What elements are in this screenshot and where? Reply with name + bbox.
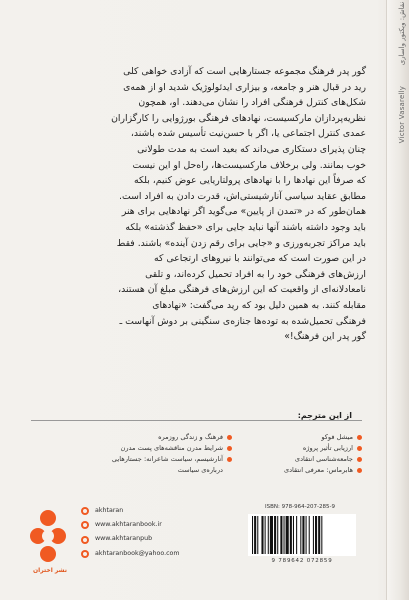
publisher-name: نشر اختران: [33, 567, 67, 574]
other-work-item: [252, 432, 362, 443]
blurb-line: شکل‌های کنترل فرهنگی افراد را نشان می‌دهند. او، همچون: [138, 97, 366, 109]
divider: [31, 420, 362, 421]
barcode: [248, 514, 356, 556]
blurb-text: [38, 64, 366, 345]
contact-row: [81, 547, 221, 561]
barcode-number: 9 789642 072859: [271, 558, 333, 564]
blurb-line: رید در قبال هنر و جامعه، و بیزاری ایدئولوژیک شدید او از همه‌ی: [123, 81, 366, 93]
blurb-line: گور پدر این فرهنگ!»: [284, 331, 366, 343]
blurb-line: باید مراکز تجربه‌ورزی و «جایی برای رقم زدن آینده» باشند. فقط: [116, 237, 366, 249]
email-icon: [81, 550, 89, 558]
other-work-item: [252, 454, 362, 465]
contact-text: www.akhtaranbook.ir: [95, 521, 162, 529]
web-icon: [81, 521, 89, 529]
contact-row: [81, 518, 221, 532]
other-work-title: ارزیابی تأثیر پروژه: [302, 444, 353, 452]
other-work-title: فرهنگ و زندگی روزمره: [158, 433, 223, 441]
other-work-title: شرایط مدرن مناقشه‌های پست مدرن: [120, 444, 223, 452]
blurb-line: باید وجود داشته باشند آنها نباید جایی برای «حفظ گذشته» بلکه: [125, 221, 366, 233]
bullet-icon: [227, 435, 232, 440]
other-works-title: از این مترجم:: [297, 411, 352, 420]
other-work-item: [112, 454, 232, 465]
spine-author-fa: نقاش: ویکتور واساری: [398, 2, 406, 66]
other-work-title: آنارشیسم، سیاست شاعرانه: جستارهایی: [111, 455, 223, 463]
blurb-line: در این صورت است که می‌توانند با نیروهای ارتجاعی که: [154, 253, 366, 265]
blurb-line: مطابق عقاید سیاسی آنارشیستی‌اش، قدرت دادن به افراد است.: [119, 190, 366, 202]
contact-text: www.akhtaranpub: [95, 535, 153, 543]
blurb-line: عمدی کنترل اجتماعی یا، اگر با حسن‌نیت تأسیس شده باشند،: [130, 128, 366, 140]
blurb-line: گور پدر فرهنگ مجموعه جستارهایی است که آزادی خواهی کلی: [123, 66, 366, 77]
bullet-icon: [227, 446, 232, 451]
blurb-line: مقابله کنند. به همین دلیل بود که رید می‌گفت: «نهادهای: [152, 299, 366, 311]
other-work-item: [112, 432, 232, 443]
spine-credit: [398, 2, 406, 161]
other-work-item: [252, 443, 362, 454]
other-works-column-a: [252, 432, 362, 476]
other-work-title: هابرماس: معرفی انتقادی: [283, 466, 353, 474]
other-work-item: [112, 465, 232, 476]
contact-row: [81, 532, 221, 546]
other-work-item: [252, 465, 362, 476]
contact-text: akhtaranbook@yahoo.com: [95, 549, 180, 557]
bullet-icon: [357, 468, 362, 473]
contact-row: [81, 504, 221, 518]
bullet-icon: [357, 435, 362, 440]
blurb-line: چنان پذیرای دستکاری می‌داند که بعید است به مدت طولانی: [137, 143, 366, 155]
other-works-column-b: [112, 432, 232, 476]
other-work-title: جامعه‌شناسی انتقادی: [294, 455, 353, 463]
blurb-line: نامعادلانه‌ای از واقعیت که این ارزش‌های فرهنگی مبلغ آن هستند،: [118, 284, 366, 296]
contact-text: akhtaran: [95, 507, 124, 514]
instagram-icon: [81, 536, 89, 544]
bullet-icon: [357, 446, 362, 451]
publisher-logo-icon: [26, 508, 70, 564]
contact-info: [81, 504, 221, 561]
isbn-label: ISBN: 978-964-207-285-9: [264, 504, 336, 510]
bullet-icon: [357, 457, 362, 462]
blurb-line: که صرفاً این نهادها را با نهادهای پرولتاریایی عوض کنیم، بلکه: [134, 175, 366, 187]
other-work-title: میشل فوکو: [321, 433, 353, 441]
blurb-line: همان‌طور که در «تمدن از پایین» می‌گوید اگر نهادهایی برای هنر: [121, 206, 366, 218]
blurb-line: فرهنگی تحمیل‌شده به توده‌ها جنازه‌ی سنگینی بر دوش آنهاست ـ: [119, 315, 366, 327]
blurb-line: نظریه‌پردازان مارکسیست، نهادهای فرهنگی بورژوایی را کارگزاران: [111, 112, 366, 124]
spine-author-en: Victor Vasarelly: [398, 85, 406, 144]
telegram-icon: [81, 507, 89, 515]
bullet-icon: [227, 457, 232, 462]
other-work-item: [112, 443, 232, 454]
other-work-title: درباره‌ی سیاست: [177, 466, 223, 474]
blurb-line: خوب بمانند. ولی برخلاف مارکسیست‌ها، راه‌حل او این نیست: [132, 159, 366, 171]
blurb-line: ارزش‌های فرهنگی خود را به افراد تحمیل کرده‌اند، و تلقی: [145, 268, 366, 280]
